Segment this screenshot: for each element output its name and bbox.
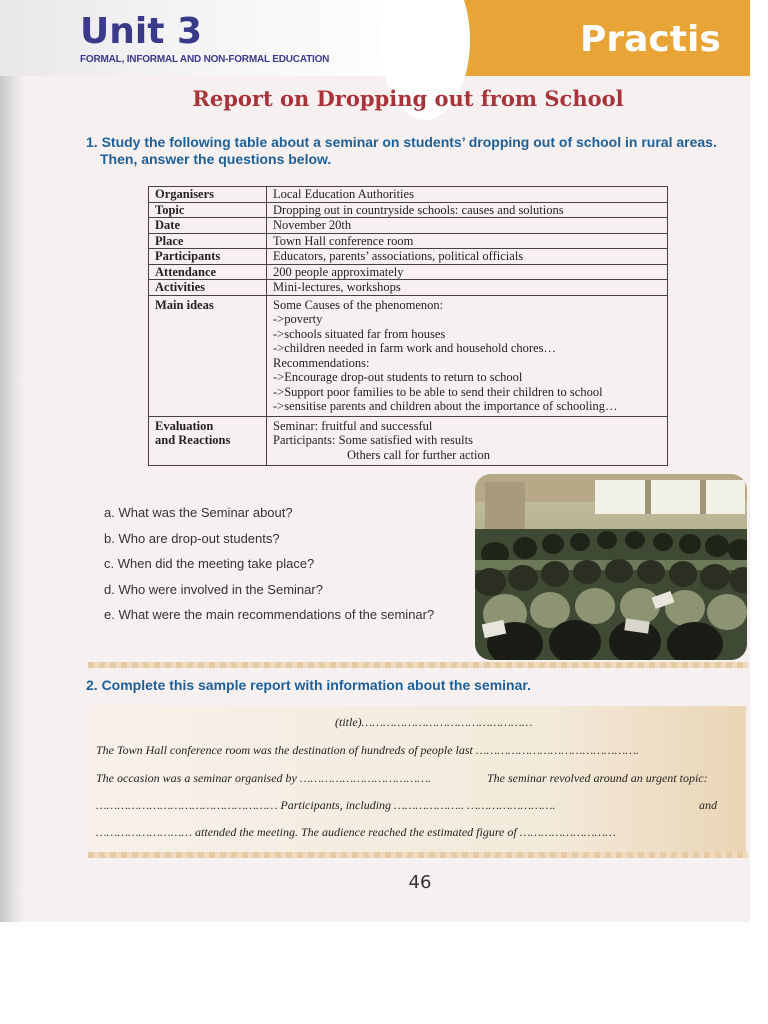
main-ideas-line: ->Encourage drop-out students to return to school [273,370,523,384]
page-number: 46 [408,872,432,893]
row-value-participants: Educators, parents’ associations, political officials [267,249,668,265]
exercise-1-instruction [86,134,746,168]
report-line-1: The Town Hall conference room was the destination of hundreds of people last ………………………………………. [96,743,639,757]
row-label-participants: Participants [149,249,267,265]
row-label-place: Place [149,233,267,249]
table-row [149,233,668,249]
exercise-1-instruction-line2: Then, answer the questions below. [100,151,332,167]
report-line-4: ……………………… attended the meeting. The audience reached the estimated figure of ……………………… [96,825,616,839]
main-ideas-line: Some Causes of the phenomenon: [273,297,444,312]
row-value-attendance: 200 people approximately [267,264,668,280]
row-label-attendance: Attendance [149,264,267,280]
row-label-evaluation [149,416,267,466]
table-row [149,295,668,416]
row-value-date: November 20th [267,218,668,234]
row-value-main-ideas [267,295,668,416]
table-row [149,264,668,280]
report-line-2b: The seminar revolved around an urgent topic: [487,771,708,785]
question-e: e. What were the main recommendations of the seminar? [104,607,435,622]
exercise-2-instruction: 2. Complete this sample report with information about the seminar. [86,677,531,693]
row-label-topic: Topic [149,202,267,218]
page-title [0,86,750,111]
row-value-evaluation [267,416,668,466]
report-line-3a: …………………………………………… Participants, including ……………….. ……………………. [96,798,556,812]
main-ideas-line: ->Support poor families to be able to send their children to school [273,384,603,399]
row-value-activities: Mini-lectures, workshops [267,280,668,296]
unit-title: Unit 3 [80,11,202,52]
page-binding-shadow [0,0,24,922]
table-row [149,249,668,265]
main-ideas-line: ->schools situated far from houses [273,326,446,341]
question-a: a. What was the Seminar about? [104,505,293,520]
main-ideas-line: ->poverty [273,312,323,326]
seminar-audience-photo [475,474,747,660]
table-row [149,416,668,466]
main-ideas-line: Recommendations: [273,355,370,370]
evaluation-line: Others call for further action [347,447,490,462]
page-title-text: Report on Dropping out from School [192,86,624,111]
row-label-organisers: Organisers [149,187,267,203]
table-row [149,218,668,234]
decorative-strip [88,852,748,858]
main-ideas-line: ->children needed in farm work and household chores… [273,341,557,355]
seminar-table [148,186,668,466]
row-value-organisers: Local Education Authorities [267,187,668,203]
main-ideas-line: ->sensitise parents and children about the importance of schooling… [273,399,618,413]
evaluation-label-line: and Reactions [155,433,231,447]
report-title-line: (title)………………………………………… [335,715,533,729]
question-b: b. Who are drop-out students? [104,530,280,546]
row-label-activities: Activities [149,280,267,296]
table-row [149,280,668,296]
question-c: c. When did the meeting take place? [104,556,315,571]
row-value-place: Town Hall conference room [267,233,668,249]
exercise-1-instruction-line1: 1. Study the following table about a seminar on students’ dropping out of school in rural areas. [86,134,717,150]
question-list [104,505,434,633]
unit-subtitle: FORMAL, INFORMAL AND NON-FORMAL EDUCATION [80,54,330,65]
evaluation-line: Seminar: fruitful and successful [273,418,433,433]
row-value-topic: Dropping out in countryside schools: causes and solutions [267,202,668,218]
decorative-strip [88,662,748,668]
report-line-3b: and [699,798,717,812]
report-line-2a: The occasion was a seminar organised by ………………………………. [96,771,431,785]
section-label: Practis [580,19,721,60]
evaluation-label-line: Evaluation [155,418,214,433]
table-row [149,187,668,203]
table-row [149,202,668,218]
evaluation-line: Participants: Some satisfied with results [273,433,473,447]
row-label-date: Date [149,218,267,234]
question-d: d. Who were involved in the Seminar? [104,581,323,597]
row-label-main-ideas: Main ideas [149,295,267,416]
